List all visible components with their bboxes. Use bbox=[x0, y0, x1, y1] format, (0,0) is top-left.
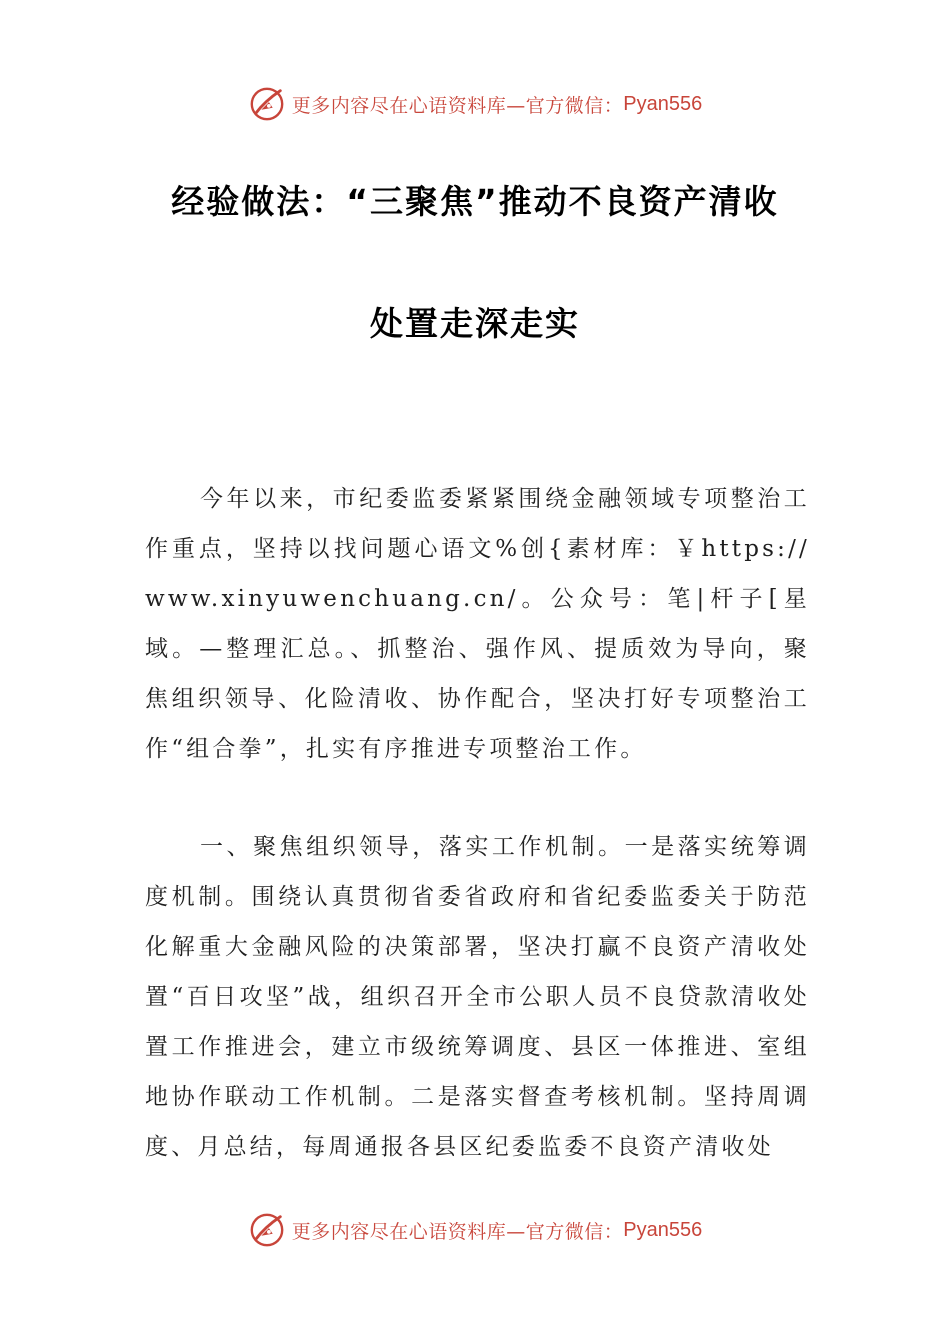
footer-banner-text: 更多内容尽在心语资料库—官方微信： bbox=[291, 1220, 624, 1243]
header-banner-text: 更多内容尽在心语资料库—官方微信： bbox=[291, 94, 624, 117]
footer-banner bbox=[0, 1210, 950, 1250]
header-wechat-id: Pyan556 bbox=[623, 92, 703, 115]
footer-wechat-id: Pyan556 bbox=[623, 1218, 703, 1241]
paragraph-section-one: 一、聚焦组织领导，落实工作机制。一是落实统筹调度机制。围绕认真贯彻省委省政府和省纪委监委关于防范化解重大金融风险的决策部署，坚决打赢不良资产清收处置“百日攻坚”战，组织召开全市公职人员不良贷款清收处置工作推进会，建立市级统筹调度、县区一体推进、室组地协作联动工作机制。二是落实督查考核机制。坚持周调度、月总结，每周通报各县区纪委监委不良资产清收处 bbox=[145, 834, 810, 1160]
pen-nib-logo-icon bbox=[248, 85, 286, 123]
header-banner bbox=[0, 84, 950, 124]
pen-nib-logo-icon bbox=[248, 1211, 286, 1249]
document-title-line1: 经验做法：“三聚焦”推动不良资产清收 bbox=[171, 182, 779, 221]
document-title-line2: 处置走深走实 bbox=[370, 304, 580, 343]
paragraph-intro: 今年以来，市纪委监委紧紧围绕金融领域专项整治工作重点，坚持以找问题心语文%创{素材库：￥https://www.xinyuwenchuang.cn/。公众号：笔|杆子[星域。—整理汇总。、抓整治、强作风、提质效为导向，聚焦组织领导、化险清收、协作配合，坚决打好专项整治工作“组合拳”，扎实有序推进专项整治工作。 bbox=[145, 486, 810, 762]
